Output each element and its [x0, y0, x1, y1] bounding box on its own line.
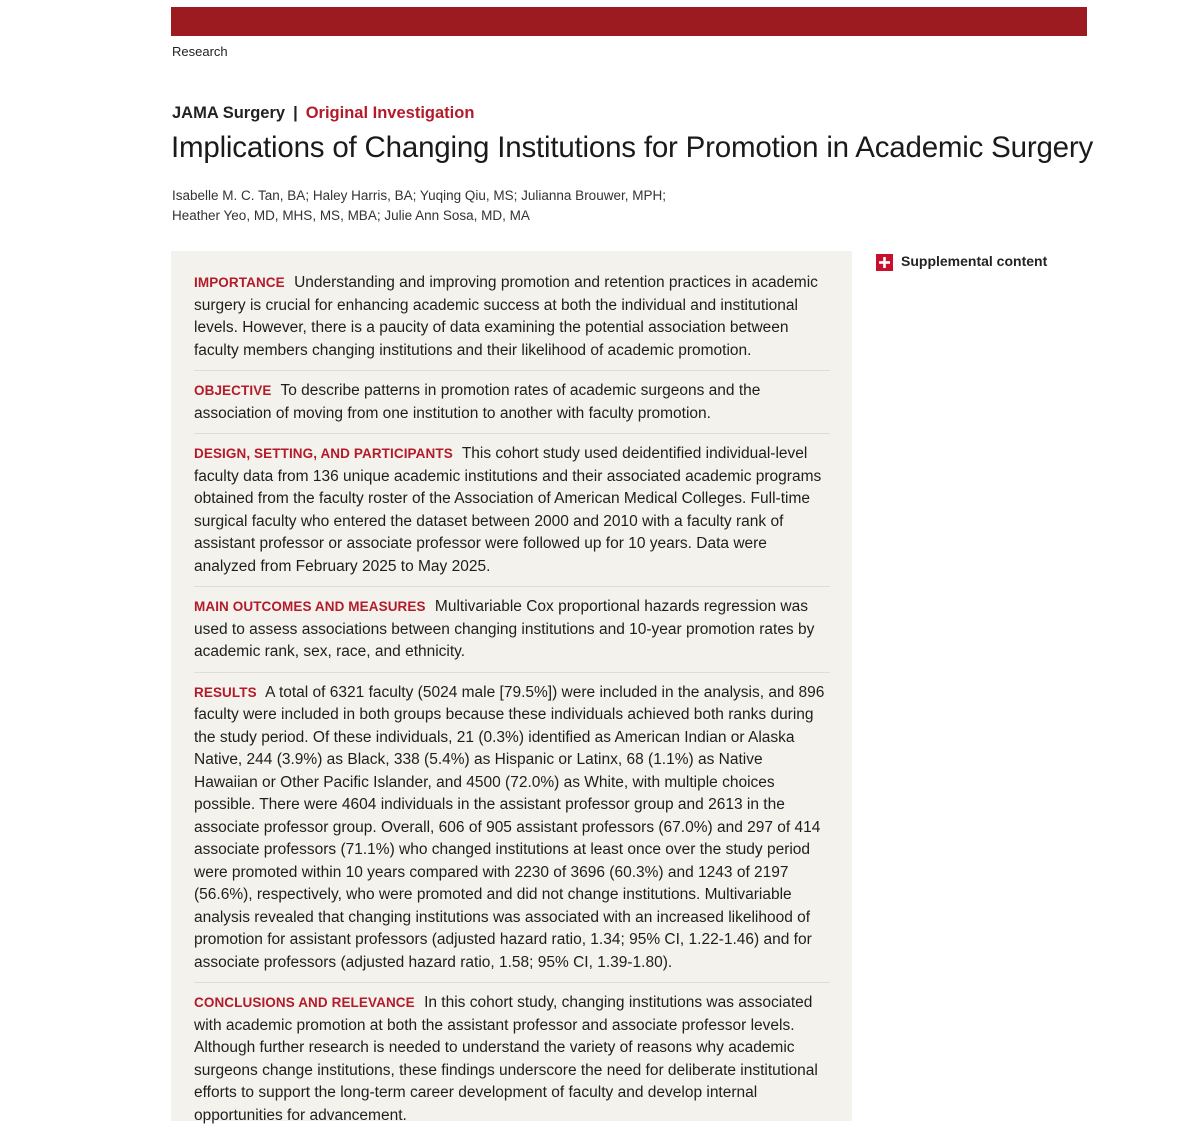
design-heading: DESIGN, SETTING, AND PARTICIPANTS	[194, 446, 453, 461]
supplemental-content-link[interactable]	[876, 251, 1047, 271]
authors-line-1: Isabelle M. C. Tan, BA; Haley Harris, BA; Yuqing Qiu, MS; Julianna Brouwer, MPH;	[172, 188, 666, 203]
abstract-importance	[194, 272, 830, 371]
article-type: Original Investigation	[305, 104, 475, 122]
design-text: This cohort study used deidentified individual-level faculty data from 136 unique academic institutions and their associated academic programs obtained from the faculty roster of the Association of American Medical Colleges. Full-time surgical faculty who entered the dataset between 2000 and 2010 with a faculty rank of assistant professor or associate professor were followed up for 10 years. Data were analyzed from February 2025 to May 2025.	[194, 445, 822, 575]
abstract-design	[194, 443, 830, 587]
abstract-outcomes	[194, 596, 830, 673]
plus-icon	[876, 254, 893, 271]
supplemental-content-label: Supplemental content	[901, 253, 1048, 269]
importance-text: Understanding and improving promotion and retention practices in academic surgery is crucial for enhancing academic success at both the individual and institutional levels. However, there is a paucity of data examining the potential association between faculty members changing institutions and their likelihood of academic promotion.	[194, 274, 818, 359]
journal-separator: |	[293, 104, 298, 122]
journal-name[interactable]: JAMA Surgery	[172, 104, 286, 122]
abstract-conclusions	[194, 992, 830, 1135]
conclusions-heading: CONCLUSIONS AND RELEVANCE	[194, 995, 415, 1010]
importance-heading: IMPORTANCE	[194, 275, 285, 290]
objective-heading: OBJECTIVE	[194, 383, 272, 398]
author-list	[172, 186, 812, 226]
abstract-results	[194, 682, 830, 984]
conclusions-text: In this cohort study, changing institutions was associated with academic promotion at both the assistant professor and associate professor levels. Although further research is needed to understand the variety of reasons why academic surgeons change institutions, these findings underscore the need for deliberate institutional efforts to support the long-term career development of faculty and develop internal opportunities for advancement.	[194, 994, 818, 1124]
journal-line	[172, 104, 474, 123]
outcomes-heading: MAIN OUTCOMES AND MEASURES	[194, 599, 426, 614]
journal-color-bar	[171, 7, 1087, 36]
section-label: Research	[172, 44, 228, 59]
results-heading: RESULTS	[194, 684, 257, 700]
results-text: A total of 6321 faculty (5024 male [79.5%]) were included in the analysis, and 896 faculty were included in both groups because these individuals achieved both ranks during the study period. Of these individuals, 21 (0.3%) identified as American Indian or Alaska Native, 244 (3.9%) as Black, 338 (5.4%) as Hispanic or Latinx, 68 (1.1%) as Native Hawaiian or Other Pacific Islander, and 4500 (72.0%) as White, with multiple choices possible. There were 4604 individuals in the assistant professor group and 2613 in the associate professor group. Overall, 606 of 905 assistant professors (67.0%) and 297 of 414 associate professors (71.1%) who changed institutions at least once over the study period were promoted within 10 years compared with 2230 of 3696 (60.3%) and 1243 of 2197 (56.6%), respectively, who were promoted and did not change institutions. Multivariable analysis revealed that changing institutions was associated with an increased likelihood of promotion for assistant professors (adjusted hazard ratio, 1.34; 95% CI, 1.22-1.46) and for associate professors (adjusted hazard ratio, 1.58; 95% CI, 1.39-1.80).	[194, 683, 825, 971]
article-title: Implications of Changing Institutions for Promotion in Academic Surgery	[171, 131, 1094, 164]
objective-text: To describe patterns in promotion rates of academic surgeons and the association of moving from one institution to another with faculty promotion.	[194, 382, 761, 422]
abstract-box	[171, 251, 852, 1124]
authors-line-2: Heather Yeo, MD, MHS, MS, MBA; Julie Ann Sosa, MD, MA	[172, 208, 530, 223]
abstract-objective	[194, 380, 830, 434]
outcomes-text: Multivariable Cox proportional hazards regression was used to assess associations between changing institutions and 10-year promotion rates by academic rank, sex, race, and ethnicity.	[194, 598, 815, 660]
